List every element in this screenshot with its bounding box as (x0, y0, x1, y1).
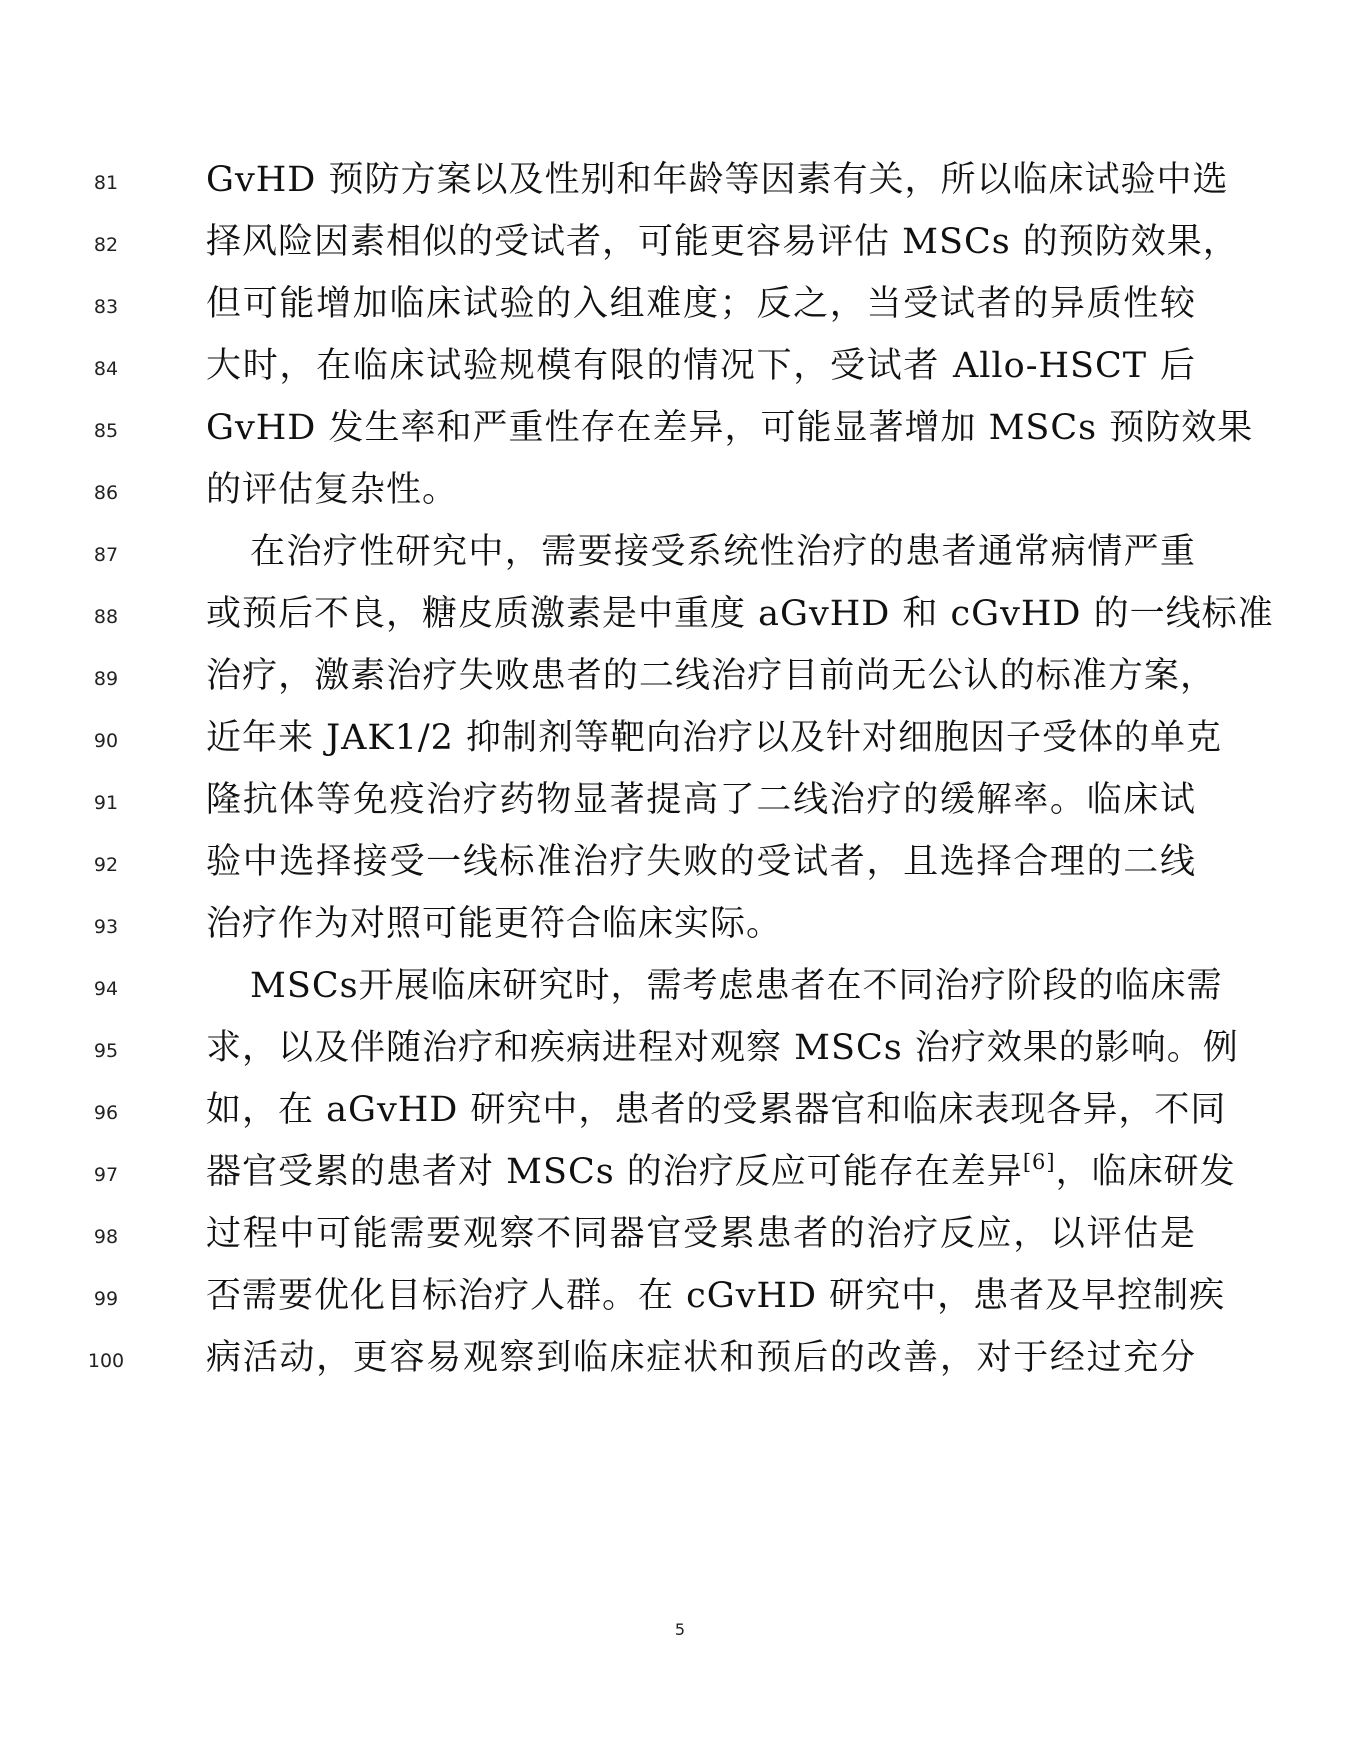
text-line (0, 1142, 1360, 1210)
text-line (0, 336, 1360, 404)
text-line (0, 274, 1360, 342)
text-line (0, 1018, 1360, 1086)
text-line (0, 522, 1360, 590)
page-number: 5 (674, 1620, 686, 1639)
line-number: 99 (93, 1288, 119, 1310)
line-text: 如，在 aGvHD 研究中，患者的受累器官和临床表现各异，不同 (206, 1090, 1227, 1130)
text-line (0, 832, 1360, 900)
line-number: 83 (93, 296, 119, 318)
text-line (0, 1328, 1360, 1396)
line-number: 100 (87, 1350, 125, 1372)
text-line (0, 894, 1360, 962)
line-number: 89 (93, 668, 119, 690)
line-number: 90 (93, 730, 119, 752)
line-text: 治疗，激素治疗失败患者的二线治疗目前尚无公认的标准方案， (206, 656, 1216, 696)
line-text: 治疗作为对照可能更符合临床实际。 (206, 904, 783, 944)
line-text-tail: ，临床研发 (1055, 1152, 1236, 1192)
line-number: 84 (93, 358, 119, 380)
line-number: 95 (93, 1040, 119, 1062)
text-line (0, 708, 1360, 776)
text-line (0, 956, 1360, 1024)
line-number: 85 (93, 420, 119, 442)
line-number: 96 (93, 1102, 119, 1124)
line-number: 86 (93, 482, 119, 504)
line-text: 否需要优化目标治疗人群。在 cGvHD 研究中，患者及早控制疾 (206, 1276, 1226, 1316)
line-number: 98 (93, 1226, 119, 1248)
text-line (0, 770, 1360, 838)
text-line (0, 150, 1360, 218)
line-text: 或预后不良，糖皮质激素是中重度 aGvHD 和 cGvHD 的一线标准 (206, 594, 1274, 634)
line-text: 求，以及伴随治疗和疾病进程对观察 MSCs 治疗效果的影响。例 (206, 1028, 1239, 1068)
line-number: 94 (93, 978, 119, 1000)
line-text: 过程中可能需要观察不同器官受累患者的治疗反应，以评估是 (206, 1214, 1196, 1254)
line-number: 88 (93, 606, 119, 628)
line-text: GvHD 预防方案以及性别和年龄等因素有关，所以临床试验中选 (206, 160, 1229, 200)
line-text: 但可能增加临床试验的入组难度；反之，当受试者的异质性较 (206, 284, 1196, 324)
line-text: 的评估复杂性。 (206, 470, 459, 510)
text-line (0, 460, 1360, 528)
line-number: 92 (93, 854, 119, 876)
line-text: 验中选择接受一线标准治疗失败的受试者，且选择合理的二线 (206, 842, 1196, 882)
line-number: 81 (93, 172, 119, 194)
text-line (0, 584, 1360, 652)
line-text: 大时，在临床试验规模有限的情况下，受试者 Allo-HSCT 后 (206, 346, 1196, 386)
line-number: 93 (93, 916, 119, 938)
text-line (0, 1266, 1360, 1334)
line-text: 在治疗性研究中，需要接受系统性治疗的患者通常病情严重 (250, 532, 1196, 572)
text-line (0, 212, 1360, 280)
text-line (0, 398, 1360, 466)
line-text: GvHD 发生率和严重性存在差异，可能显著增加 MSCs 预防效果 (206, 408, 1254, 448)
line-text (206, 1150, 1236, 1194)
line-text: MSCs开展临床研究时，需考虑患者在不同治疗阶段的临床需 (250, 966, 1223, 1006)
line-text: 隆抗体等免疫治疗药物显著提高了二线治疗的缓解率。临床试 (206, 780, 1196, 820)
line-number: 87 (93, 544, 119, 566)
line-number: 97 (93, 1164, 119, 1186)
text-line (0, 1080, 1360, 1148)
text-line (0, 646, 1360, 714)
citation-ref: [6] (1022, 1150, 1056, 1174)
line-text: 择风险因素相似的受试者，可能更容易评估 MSCs 的预防效果， (206, 222, 1239, 262)
line-text-main: 器官受累的患者对 MSCs 的治疗反应可能存在差异 (206, 1152, 1023, 1192)
line-number: 91 (93, 792, 119, 814)
text-line (0, 1204, 1360, 1272)
line-number: 82 (93, 234, 119, 256)
line-text: 病活动，更容易观察到临床症状和预后的改善，对于经过充分 (206, 1338, 1196, 1378)
line-text: 近年来 JAK1/2 抑制剂等靶向治疗以及针对细胞因子受体的单克 (206, 718, 1223, 758)
